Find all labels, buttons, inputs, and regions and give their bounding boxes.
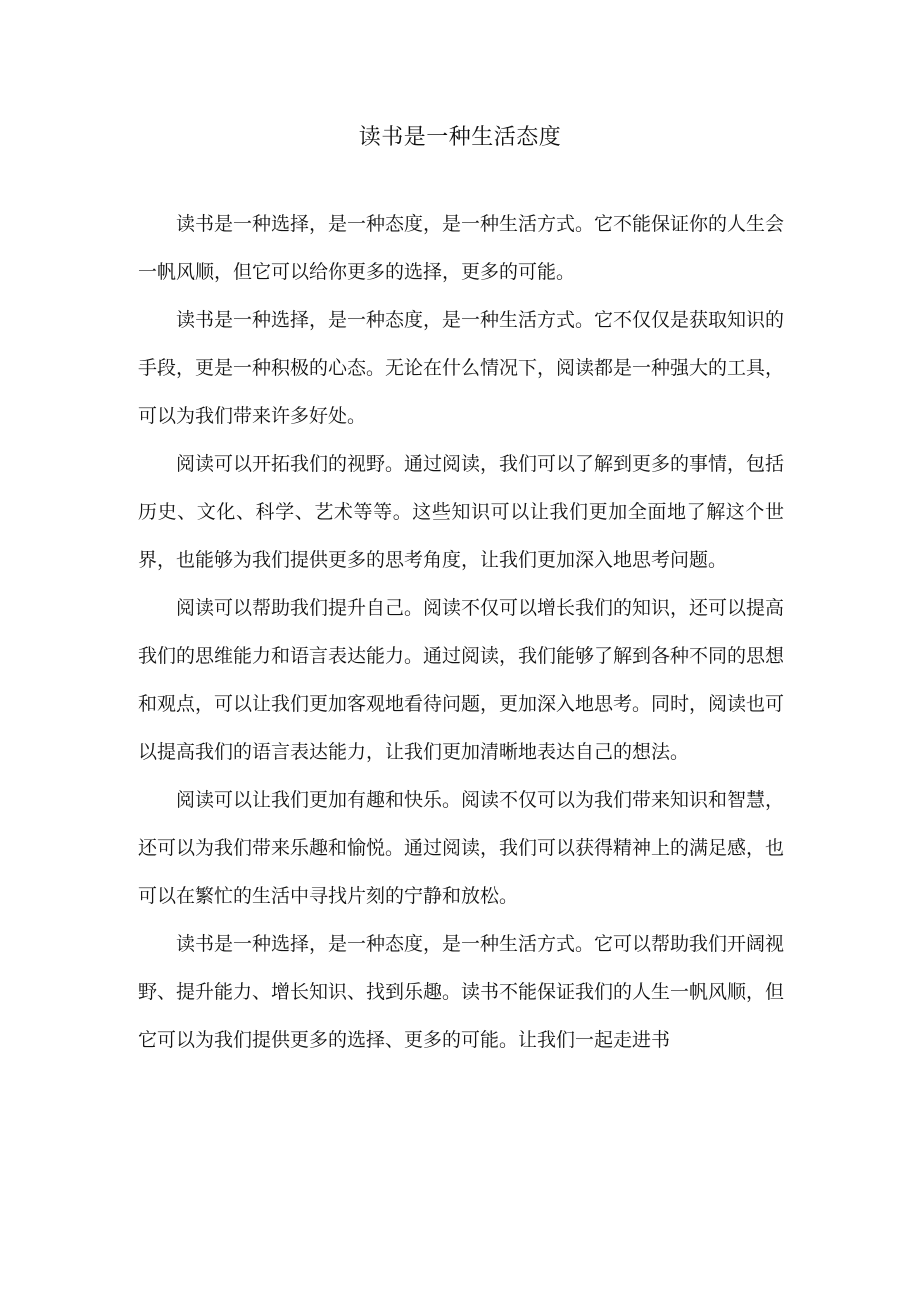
paragraph-5: 阅读可以让我们更加有趣和快乐。阅读不仅可以为我们带来知识和智慧，还可以为我们带来乐趣和愉悦。通过阅读，我们可以获得精神上的满足感，也可以在繁忙的生活中寻找片刻的宁静和放松。: [138, 789, 785, 907]
paragraph-1: 读书是一种选择，是一种态度，是一种生活方式。它不能保证你的人生会一帆风顺，但它可以给你更多的选择，更多的可能。: [138, 213, 785, 283]
paragraph-3: 阅读可以开拓我们的视野。通过阅读，我们可以了解到更多的事情，包括历史、文化、科学、艺术等等。这些知识可以让我们更加全面地了解这个世界，也能够为我们提供更多的思考角度，让我们更加深入地思考问题。: [138, 453, 785, 571]
paragraph-6: 读书是一种选择，是一种态度，是一种生活方式。它可以帮助我们开阔视野、提升能力、增长知识、找到乐趣。读书不能保证我们的人生一帆风顺，但它可以为我们提供更多的选择、更多的可能。让我们一起走进书: [138, 933, 785, 1051]
document-body: [138, 200, 784, 1064]
paragraph-4: 阅读可以帮助我们提升自己。阅读不仅可以增长我们的知识，还可以提高我们的思维能力和语言表达能力。通过阅读，我们能够了解到各种不同的思想和观点，可以让我们更加客观地看待问题，更加深入地思考。同时，阅读也可以提高我们的语言表达能力，让我们更加清晰地表达自己的想法。: [138, 597, 785, 763]
paragraph-2: 读书是一种选择，是一种态度，是一种生活方式。它不仅仅是获取知识的手段，更是一种积极的心态。无论在什么情况下，阅读都是一种强大的工具，可以为我们带来许多好处。: [138, 309, 785, 427]
document-title: 读书是一种生活态度: [358, 125, 562, 150]
